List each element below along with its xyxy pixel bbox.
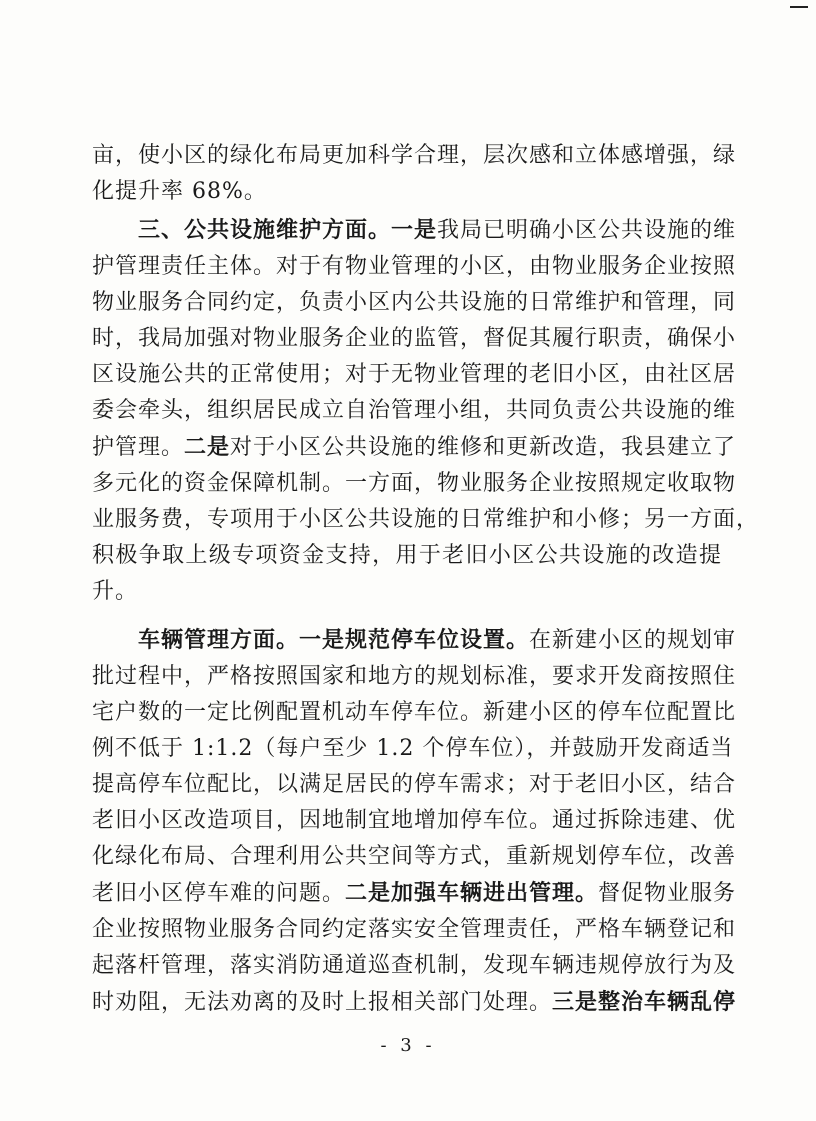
text-line: 宅户数的一定比例配置机动车停车位。新建小区的停车位配置比	[92, 700, 737, 725]
text-line: 时，我局加强对物业服务企业的监管，督促其履行职责，确保小	[92, 326, 737, 351]
text-line: 积极争取上级专项资金支持，用于老旧小区公共设施的改造提	[92, 543, 722, 568]
text-line: 化绿化布局、合理利用公共空间等方式，重新规划停车位，改善	[92, 844, 737, 869]
text-line: 企业按照物业服务合同约定落实安全管理责任，严格车辆登记和	[92, 917, 737, 942]
text-line: 例不低于 1:1.2（每户至少 1.2 个停车位），并鼓励开发商适当	[92, 736, 734, 761]
paragraph-vehicle-management	[92, 622, 737, 1021]
list-lead: 二是加强车辆进出管理。	[345, 880, 599, 906]
paragraph-public-facilities	[92, 212, 760, 610]
text-line: 老旧小区改造项目，因地制宜地增加停车位。通过拆除违建、优	[92, 808, 737, 833]
text-line: 区设施公共的正常使用；对于无物业管理的老旧小区，由社区居	[92, 362, 737, 387]
text-line: 提高停车位配比，以满足居民的停车需求；对于老旧小区，结合	[92, 772, 737, 797]
section-heading: 三、公共设施维护方面。	[138, 217, 392, 243]
text-line: 批过程中，严格按照国家和地方的规划标准，要求开发商按照住	[92, 664, 737, 689]
page-number: - 3 -	[380, 1035, 436, 1056]
text-line: 车辆管理方面。一是规范停车位设置。在新建小区的规划审	[138, 627, 737, 653]
text-line: 三、公共设施维护方面。一是我局已明确小区公共设施的维	[138, 217, 737, 243]
top-corner-mark	[790, 6, 808, 8]
text-line: 亩，使小区的绿化布局更加科学合理，层次感和立体感增强，绿	[92, 143, 737, 168]
list-lead: 二是	[184, 434, 231, 460]
list-lead: 一是	[391, 217, 438, 243]
text-line: 物业服务合同约定，负责小区内公共设施的日常维护和管理，同	[92, 290, 737, 315]
text-line: 化提升率 68%。	[92, 179, 267, 204]
text-line: 老旧小区停车难的问题。二是加强车辆进出管理。督促物业服务	[92, 880, 737, 906]
text-line: 护管理责任主体。对于有物业管理的小区，由物业服务企业按照	[92, 254, 737, 279]
list-lead: 三是整治车辆乱停	[552, 989, 737, 1015]
text-line: 多元化的资金保障机制。一方面，物业服务企业按照规定收取物	[92, 471, 737, 496]
text-line: 升。	[92, 579, 139, 604]
text-line: 护管理。二是对于小区公共设施的维修和更新改造，我县建立了	[92, 434, 737, 460]
text-line: 起落杆管理，落实消防通道巡查机制，发现车辆违规停放行为及	[92, 953, 737, 978]
text-line: 时劝阻，无法劝离的及时上报相关部门处理。三是整治车辆乱停	[92, 989, 737, 1015]
text-line: 业服务费，专项用于小区公共设施的日常维护和小修；另一方面，	[92, 507, 760, 532]
text-line: 委会牵头，组织居民成立自治管理小组，共同负责公共设施的维	[92, 398, 737, 423]
paragraph-greening-end	[92, 138, 737, 210]
section-heading: 车辆管理方面。一是规范停车位设置。	[138, 627, 530, 653]
